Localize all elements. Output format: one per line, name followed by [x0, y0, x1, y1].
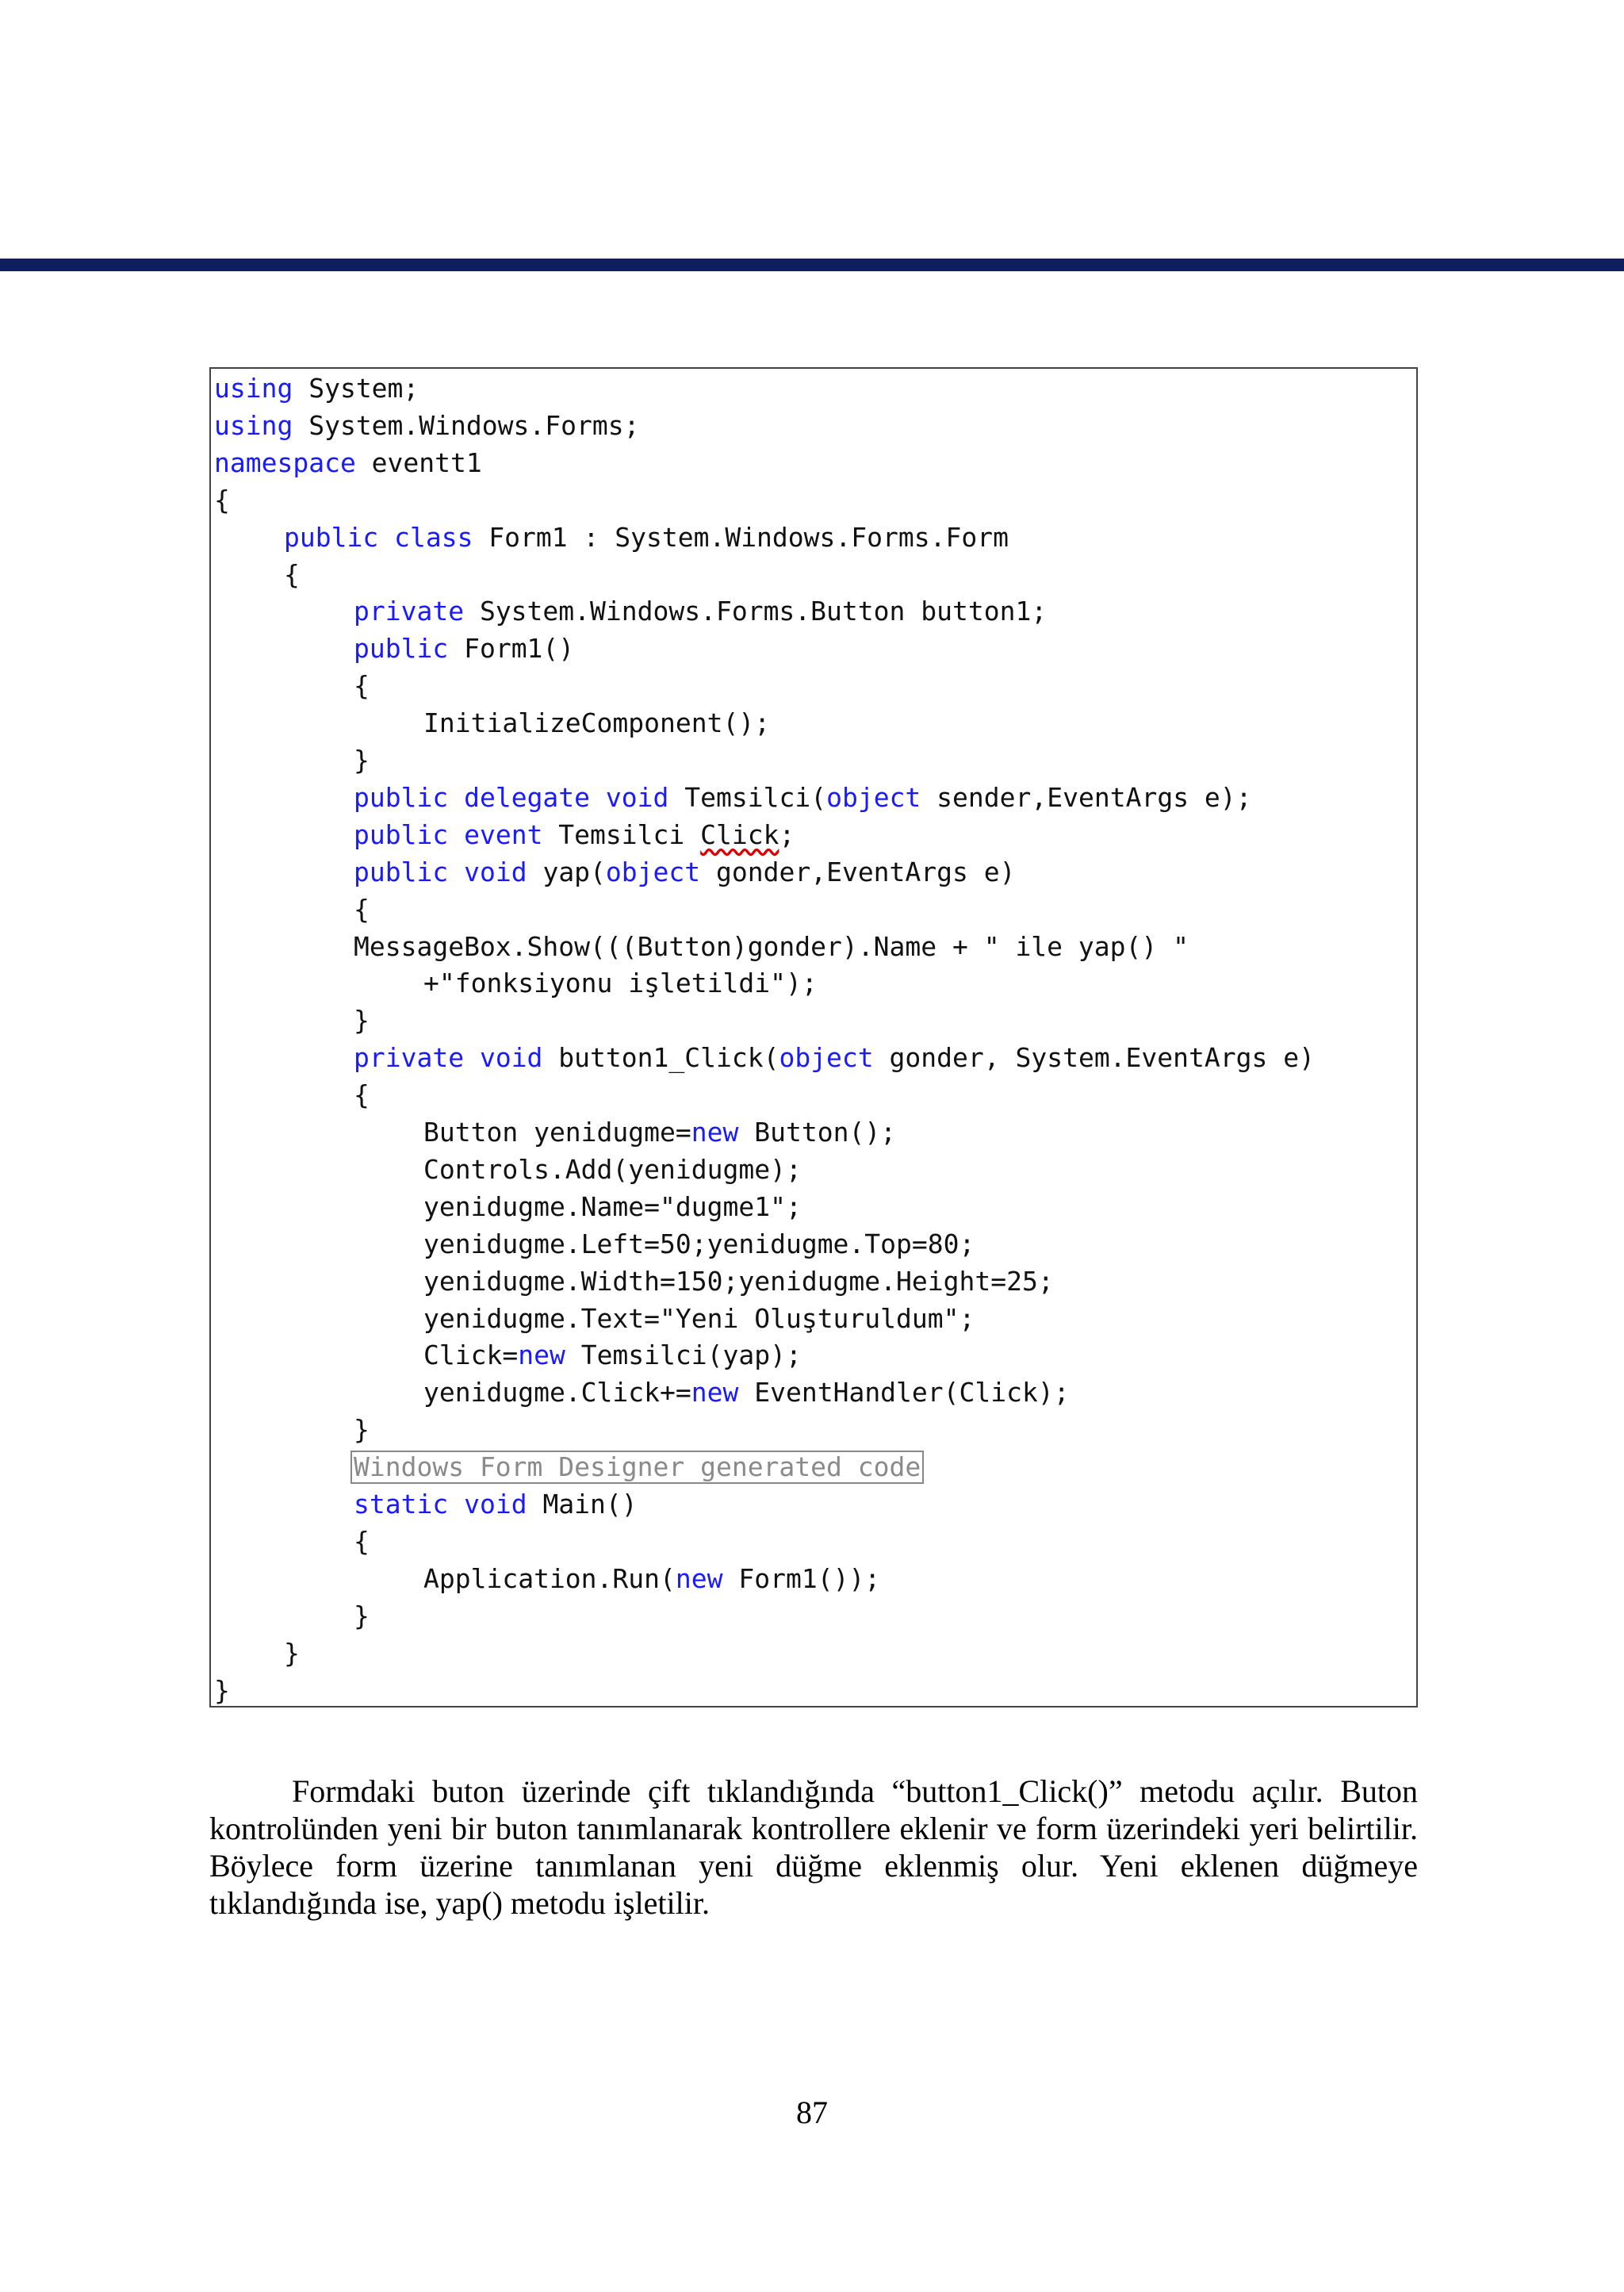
code-keyword: using: [214, 409, 293, 441]
code-keyword: delegate: [464, 781, 591, 813]
code-text: }: [214, 1674, 230, 1706]
code-text: }: [284, 1637, 300, 1669]
code-keyword: new: [675, 1562, 723, 1594]
code-text: Form1 : System.Windows.Forms.Form: [473, 521, 1009, 553]
code-text: [448, 1489, 464, 1520]
code-line: [354, 1077, 370, 1113]
code-text: [448, 819, 464, 850]
code-text: {: [354, 1079, 370, 1111]
code-line: [423, 1337, 802, 1374]
code-text: gonder, System.EventArgs e): [873, 1042, 1315, 1074]
code-text: [378, 522, 394, 553]
code-keyword: public: [284, 521, 379, 553]
code-keyword: void: [464, 856, 527, 887]
code-text: button1_Click(: [542, 1042, 779, 1074]
code-warning-token: Click: [700, 818, 779, 850]
code-text: eventt1: [355, 447, 482, 478]
code-text: Temsilci(yap);: [565, 1340, 802, 1371]
code-keyword: private: [354, 596, 465, 627]
code-text: yenidugme.Name="dugme1";: [423, 1190, 802, 1222]
code-line: [214, 370, 419, 407]
code-keyword: void: [464, 1489, 527, 1520]
code-keyword: private: [354, 1042, 465, 1074]
code-line: [423, 1263, 1054, 1300]
code-text: yenidugme.Text="Yeni Oluşturuldum";: [423, 1302, 975, 1334]
code-keyword: namespace: [214, 447, 356, 478]
code-text: System;: [293, 373, 419, 404]
code-keyword: public: [354, 856, 449, 887]
code-line: [423, 1152, 802, 1188]
code-keyword: public: [354, 633, 449, 665]
code-text: [448, 782, 464, 813]
code-line: [354, 1524, 370, 1560]
code-keyword: static: [354, 1489, 449, 1520]
code-line: [284, 1635, 300, 1672]
code-text: System.Windows.Forms.Button button1;: [464, 596, 1048, 627]
code-line: [214, 445, 482, 481]
code-text: {: [284, 558, 300, 590]
code-keyword: object: [605, 856, 701, 887]
code-text: yenidugme.Left=50;yenidugme.Top=80;: [423, 1228, 975, 1259]
code-text: }: [354, 1414, 370, 1446]
code-keyword: new: [518, 1340, 565, 1371]
code-text: yenidugme.Width=150;yenidugme.Height=25;: [423, 1265, 1054, 1297]
code-line: [284, 519, 1009, 556]
collapsed-region[interactable]: Windows Form Designer generated code: [350, 1451, 924, 1484]
code-text: Button();: [738, 1117, 897, 1148]
code-line: [354, 1040, 1315, 1076]
code-line: [354, 854, 1016, 891]
code-line: [354, 780, 1252, 816]
code-text: Button yenidugme=: [423, 1117, 691, 1148]
code-keyword: class: [394, 521, 473, 553]
code-keyword: public: [354, 818, 449, 850]
header-rule: [0, 259, 1624, 271]
code-text: }: [354, 1005, 370, 1037]
code-keyword: object: [779, 1042, 874, 1074]
code-line: [423, 1226, 975, 1263]
code-line: [214, 482, 230, 519]
code-text: {: [354, 670, 370, 702]
code-line: [423, 1114, 896, 1151]
code-text: [590, 782, 606, 813]
code-line: [354, 1002, 370, 1039]
code-line: [423, 965, 818, 1002]
code-keyword: using: [214, 373, 293, 404]
code-line: [423, 1301, 975, 1337]
code-line: [214, 408, 639, 444]
code-text: {: [354, 1525, 370, 1557]
code-text: +"fonksiyonu işletildi");: [423, 968, 818, 999]
code-line: [214, 1673, 230, 1709]
code-listing: [209, 367, 1418, 1708]
code-text: gonder,EventArgs e): [700, 856, 1016, 887]
code-keyword: void: [605, 781, 669, 813]
code-keyword: event: [464, 818, 543, 850]
code-keyword: public: [354, 781, 449, 813]
code-text: Application.Run(: [423, 1562, 676, 1594]
code-keyword: new: [691, 1117, 739, 1148]
code-text: }: [354, 1600, 370, 1631]
code-text: [448, 857, 464, 887]
code-text: Controls.Add(yenidugme);: [423, 1153, 802, 1185]
code-text: {: [354, 893, 370, 925]
code-line: [354, 668, 370, 704]
code-line: [354, 1412, 370, 1448]
code-line: [354, 1486, 638, 1523]
code-line: [354, 742, 370, 779]
code-line: [354, 1598, 370, 1635]
code-text: Main(): [527, 1489, 638, 1520]
code-keyword: void: [479, 1042, 543, 1074]
code-text: Form1());: [722, 1562, 881, 1594]
code-text: [464, 1042, 480, 1073]
code-text: EventHandler(Click);: [738, 1377, 1070, 1409]
code-text: }: [354, 745, 370, 776]
code-text: {: [214, 484, 230, 516]
code-text: sender,EventArgs e);: [921, 781, 1252, 813]
code-line: [354, 593, 1047, 630]
code-line: [423, 1561, 880, 1597]
code-text: InitializeComponent();: [423, 707, 771, 739]
code-keyword: object: [826, 781, 921, 813]
code-text: MessageBox.Show(((Button)gonder).Name + " ile yap() ": [354, 930, 1189, 962]
code-line: [423, 1374, 1070, 1411]
code-keyword: new: [691, 1377, 739, 1409]
code-text: yap(: [527, 856, 606, 887]
code-line: [284, 557, 300, 593]
code-text: System.Windows.Forms;: [293, 409, 640, 441]
code-line: [354, 891, 370, 928]
code-line: [354, 1449, 924, 1485]
code-text: Click=: [423, 1340, 519, 1371]
code-line: [423, 1189, 802, 1225]
code-text: Temsilci(: [668, 781, 827, 813]
code-text: yenidugme.Click+=: [423, 1377, 691, 1409]
code-text: ;: [779, 818, 795, 850]
code-line: [354, 630, 574, 667]
code-line: [354, 929, 1189, 965]
code-text: Form1(): [448, 633, 575, 665]
code-line: [423, 705, 770, 742]
code-line: [354, 817, 795, 853]
code-text: Temsilci: [542, 818, 701, 850]
body-paragraph: Formdaki buton üzerinde çift tıklandığında “button1_Click()” metodu açılır. Buton kontrolünden yeni bir buton tanımlanarak kontrollere eklenir ve form üzerindeki yeri belirtilir. Böylece form üzerine tanımlanan yeni düğme eklenmiş olur. Yeni eklenen düğmeye tıklandığında ise, yap() metodu işletilir.: [209, 1773, 1418, 1921]
page-number: 87: [796, 2095, 828, 2130]
